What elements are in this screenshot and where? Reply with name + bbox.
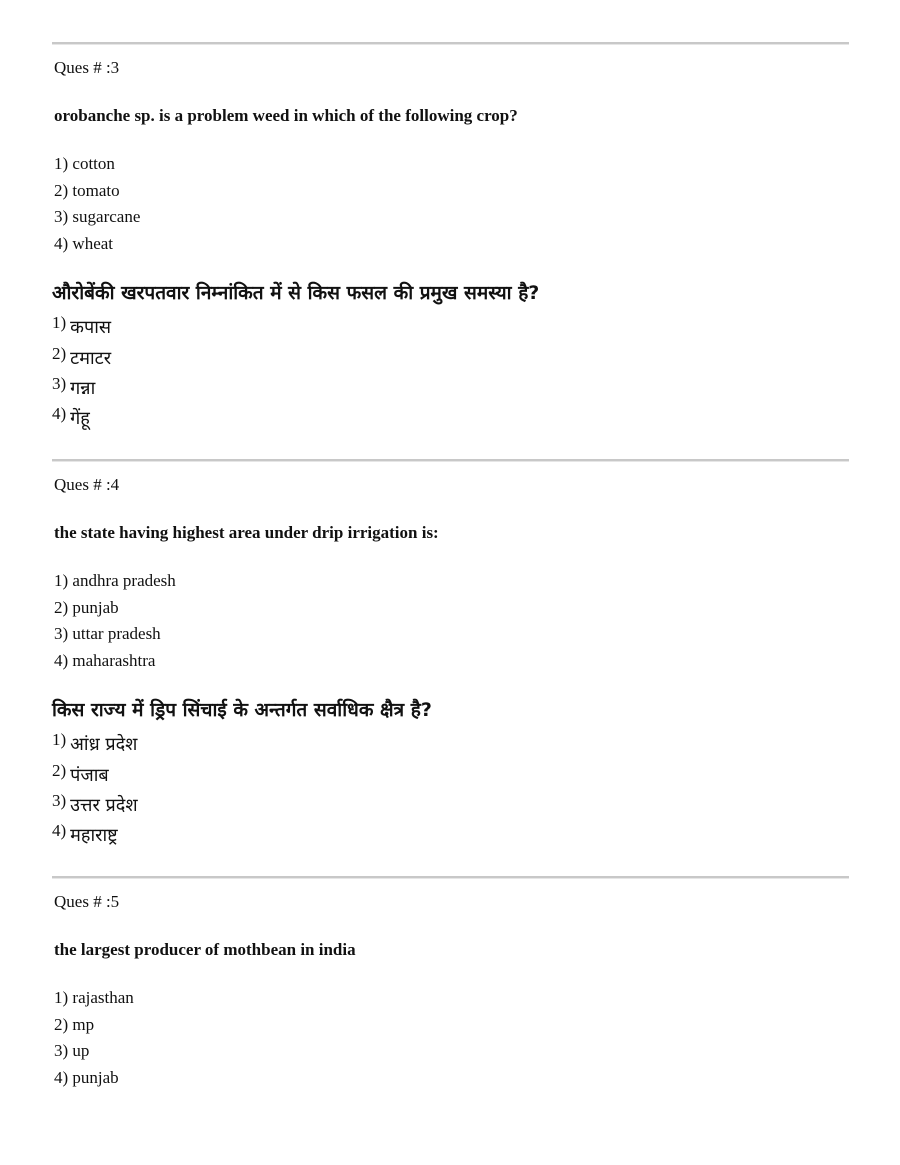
question-text-english: the state having highest area under drip irrigation is: (54, 523, 439, 542)
separator-rule (52, 42, 849, 45)
question-text-english: the largest producer of mothbean in india (54, 940, 356, 959)
question-text-hindi: औरोबेंकी खरपतवार निम्नांकित में से किस फसल की प्रमुख समस्या है? (52, 282, 540, 304)
option-hindi: 3) उत्तर प्रदेश (52, 791, 138, 816)
option-english: 1) andhra pradesh (54, 571, 176, 590)
option-english: 2) punjab (54, 598, 119, 617)
option-english: 3) up (54, 1041, 90, 1060)
option-english: 4) wheat (54, 234, 114, 253)
separator-rule (52, 459, 849, 462)
question-text-english: orobanche sp. is a problem weed in which of the following crop? (54, 106, 518, 125)
option-english: 2) tomato (54, 181, 120, 200)
question-text-hindi: किस राज्य में ड्रिप सिंचाई के अन्तर्गत सर्वाधिक क्षैत्र है? (52, 699, 432, 721)
option-english: 1) cotton (54, 154, 115, 173)
option-english: 2) mp (54, 1015, 95, 1034)
option-english: 3) uttar pradesh (54, 624, 161, 643)
option-english: 1) rajasthan (54, 988, 134, 1007)
option-hindi: 2) पंजाब (52, 761, 109, 786)
option-hindi: 3) गन्ना (52, 374, 96, 399)
option-hindi: 1) आंध्र प्रदेश (52, 730, 138, 755)
question-number: Ques # :3 (54, 58, 120, 77)
option-english: 3) sugarcane (54, 207, 141, 226)
option-hindi: 4) महाराष्ट्र (52, 821, 118, 846)
option-hindi: 2) टमाटर (52, 344, 112, 369)
separator-rule (52, 876, 849, 879)
question-number: Ques # :5 (54, 892, 120, 911)
option-hindi: 4) गेंहू (52, 404, 90, 429)
option-hindi: 1) कपास (52, 313, 112, 338)
question-number: Ques # :4 (54, 475, 120, 494)
option-english: 4) punjab (54, 1068, 119, 1087)
option-english: 4) maharashtra (54, 651, 156, 670)
